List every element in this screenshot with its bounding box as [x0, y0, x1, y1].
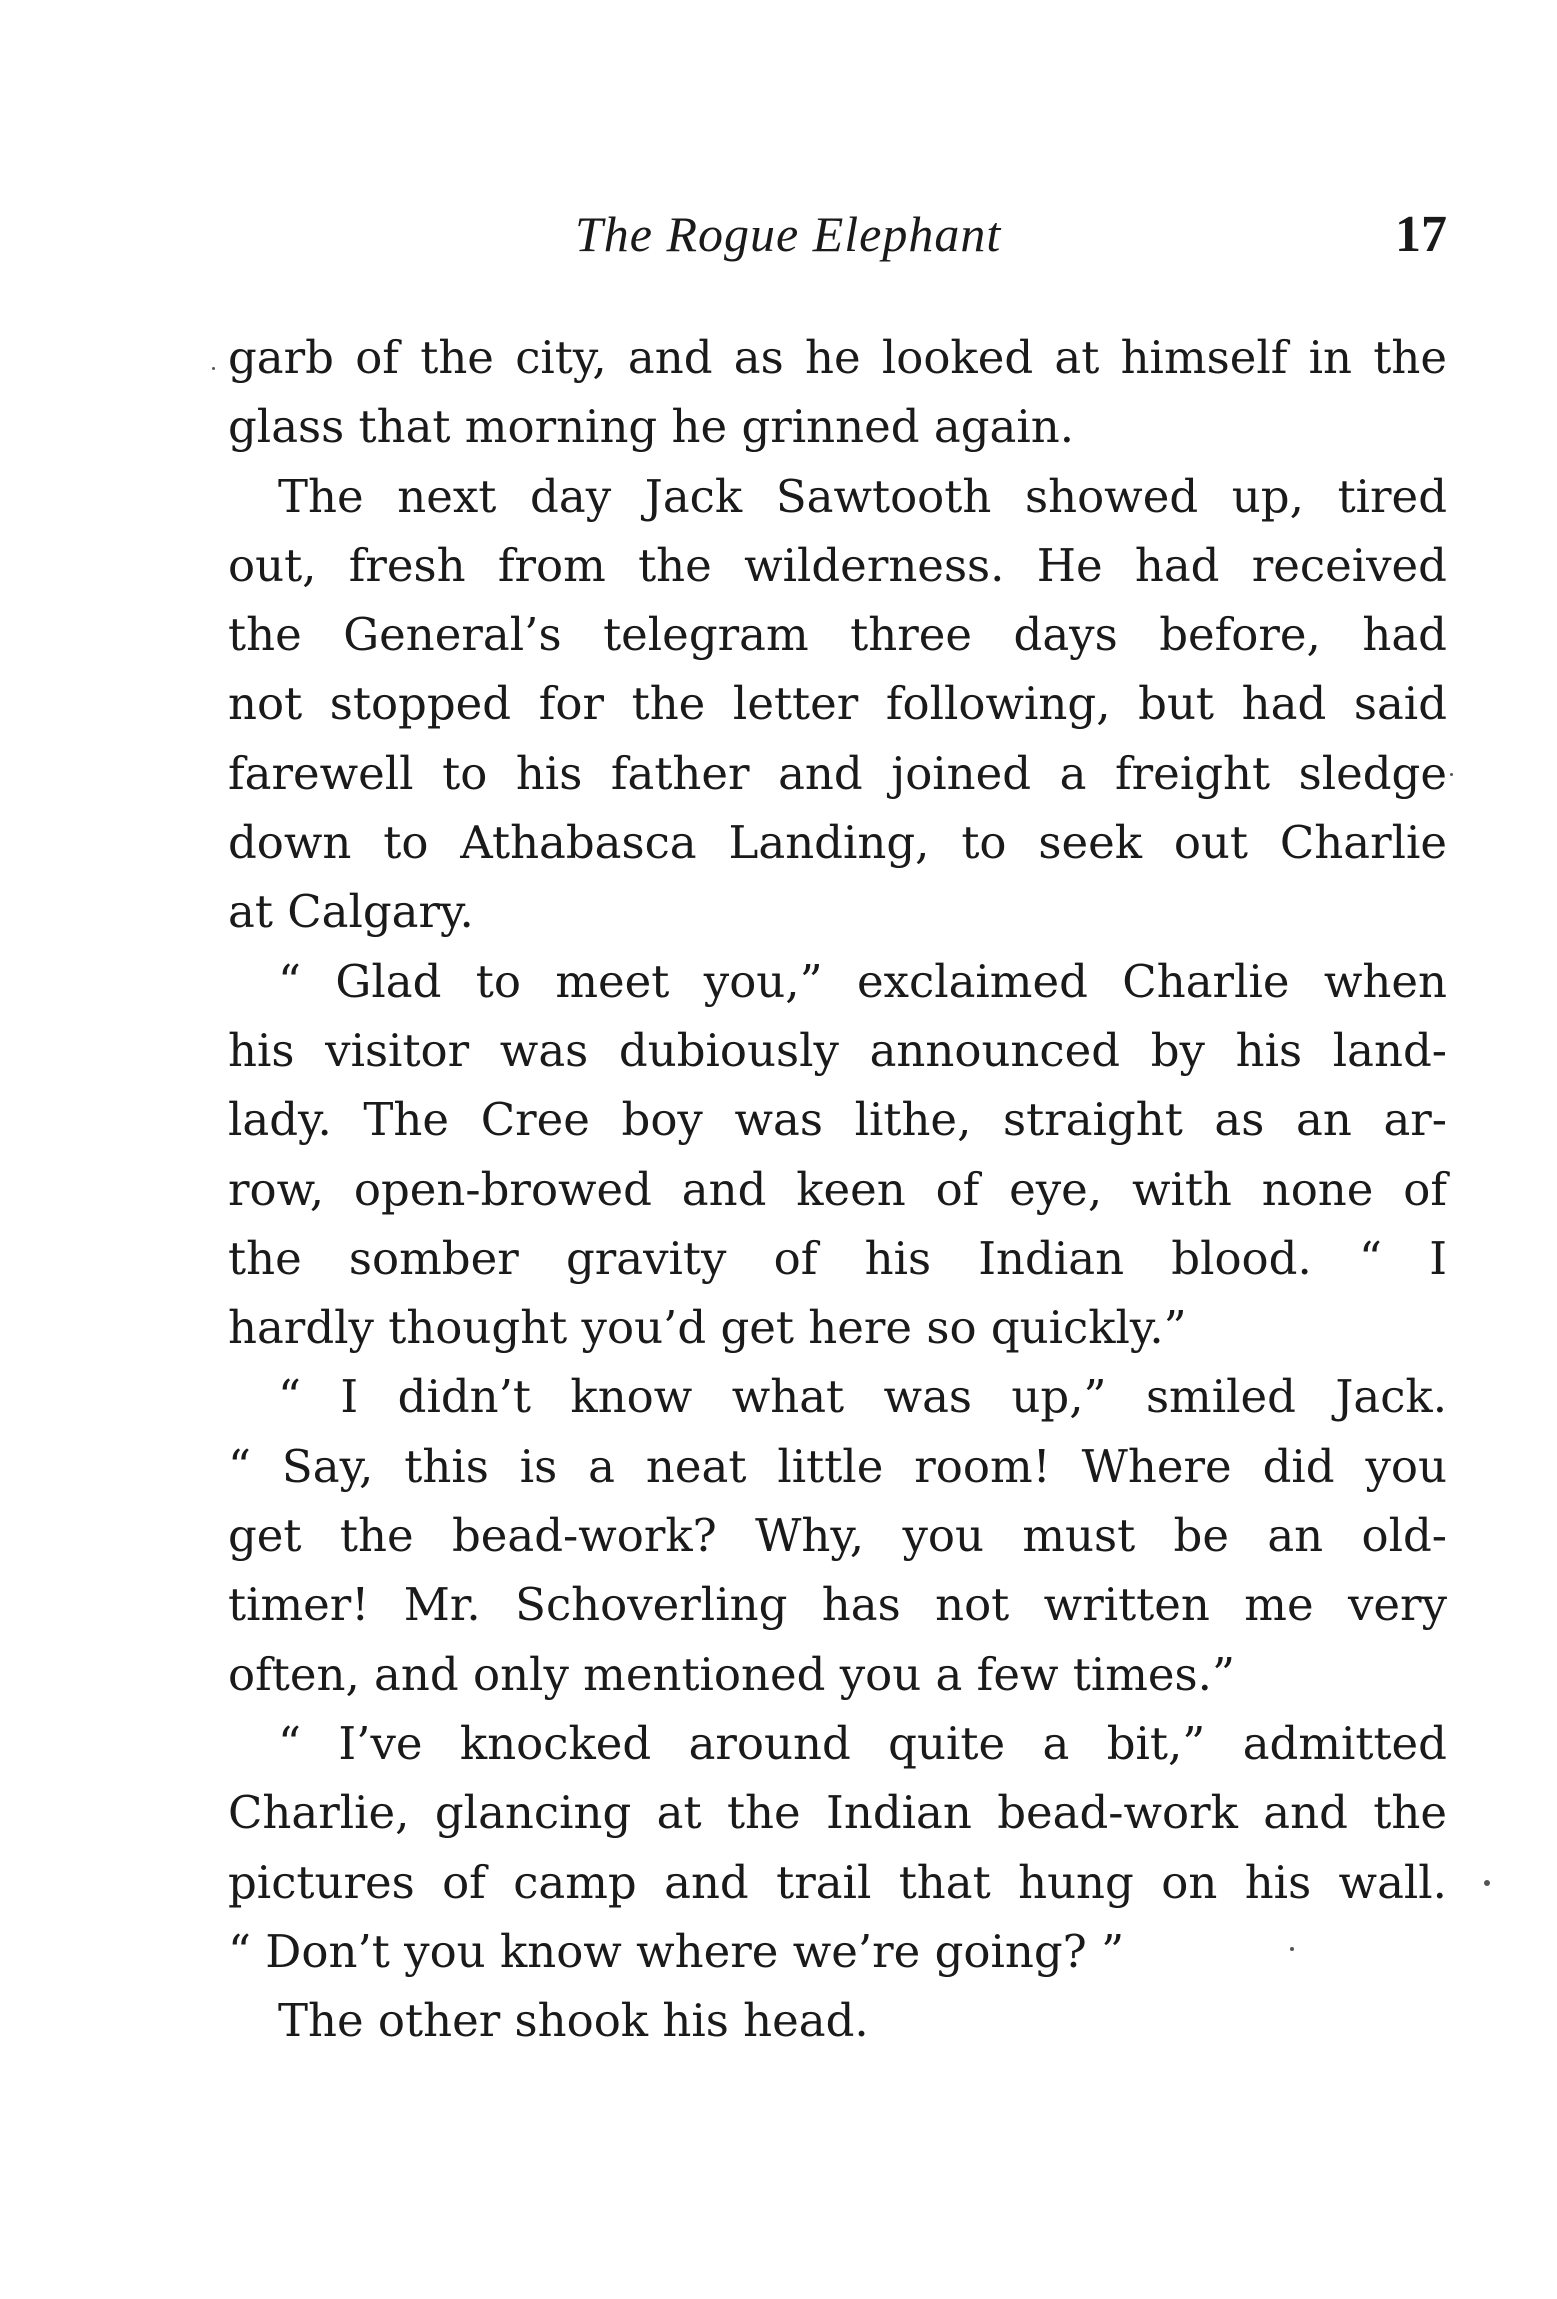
text-line: “ Say, this is a neat little room! Where did you: [228, 1439, 1447, 1493]
scan-speck: [1450, 773, 1453, 776]
text-line: glass that morning he grinned again.: [228, 400, 1075, 454]
text-line: The next day Jack Sawtooth showed up, tired: [278, 469, 1447, 523]
text-line: out, fresh from the wilderness. He had received: [228, 538, 1447, 592]
text-line: down to Athabasca Landing, to seek out Charlie: [228, 816, 1447, 870]
text-line: “ Don’t you know where we’re going? ”: [228, 1924, 1125, 1978]
text-line: at Calgary.: [228, 885, 474, 939]
scan-speck: [212, 367, 215, 370]
text-line: The other shook his head.: [278, 1994, 869, 2048]
scan-speck: [1484, 1880, 1490, 1886]
text-line: Charlie, glancing at the Indian bead-work and the: [228, 1786, 1447, 1840]
text-line: row, open-browed and keen of eye, with none of: [228, 1162, 1447, 1216]
text-line: often, and only mentioned you a few times.”: [228, 1647, 1235, 1701]
text-line: “ I’ve knocked around quite a bit,” admitted: [278, 1716, 1447, 1770]
text-line: get the bead-work? Why, you must be an old-: [228, 1509, 1447, 1563]
text-line: the General’s telegram three days before, had: [228, 608, 1447, 662]
text-line: pictures of camp and trail that hung on his wall.: [228, 1855, 1447, 1909]
body-text: [228, 323, 1447, 2055]
text-line: his visitor was dubiously announced by his land-: [228, 1023, 1447, 1077]
text-line: farewell to his father and joined a freight sledge: [228, 746, 1447, 800]
text-line: lady. The Cree boy was lithe, straight as an ar-: [228, 1093, 1447, 1147]
text-line: “ Glad to meet you,” exclaimed Charlie when: [278, 954, 1447, 1008]
text-line: hardly thought you’d get here so quickly.”: [228, 1301, 1187, 1355]
text-line: not stopped for the letter following, but had said: [228, 677, 1447, 731]
running-header: [0, 205, 1557, 265]
text-line: the somber gravity of his Indian blood. “ I: [228, 1231, 1447, 1285]
text-line: “ I didn’t know what was up,” smiled Jack.: [278, 1370, 1447, 1424]
text-line: garb of the city, and as he looked at himself in the: [228, 331, 1447, 384]
page-number: 17: [1395, 206, 1447, 263]
running-title: The Rogue Elephant: [575, 206, 1002, 262]
scan-speck: [1290, 1947, 1294, 1951]
text-line: timer! Mr. Schoverling has not written me very: [228, 1578, 1447, 1632]
